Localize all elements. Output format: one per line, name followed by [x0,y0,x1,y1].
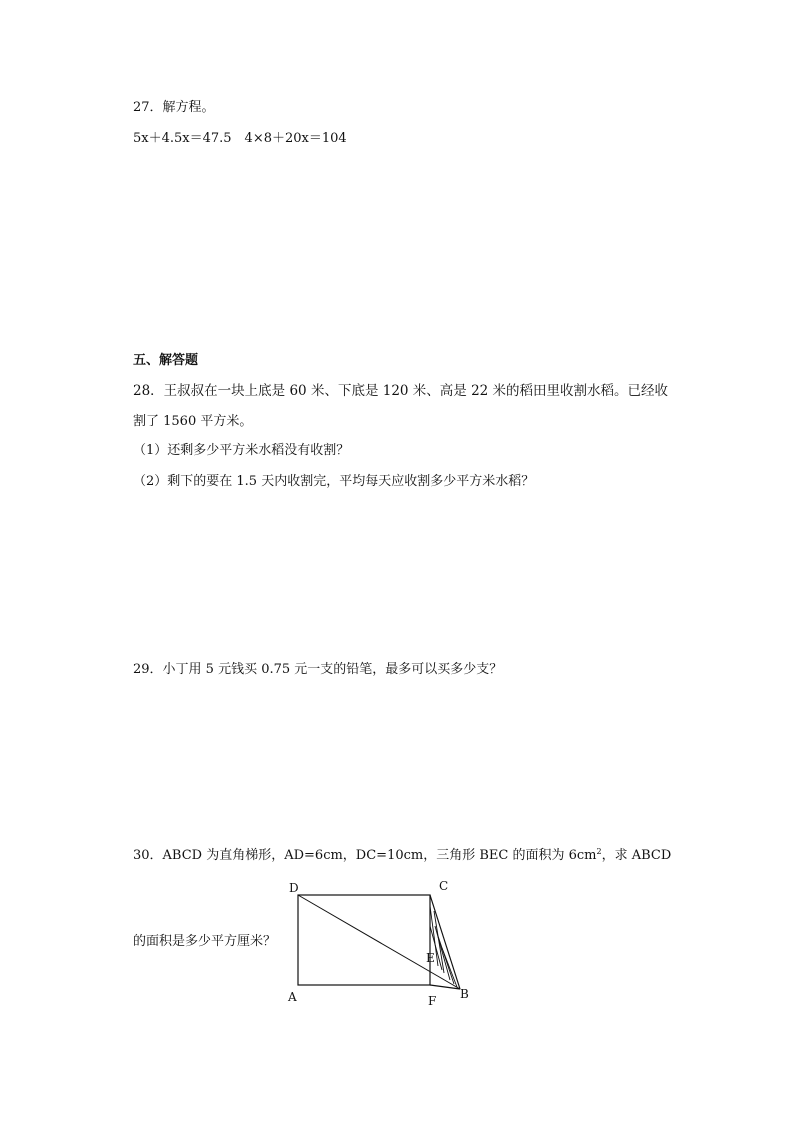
label-c: C [439,879,449,893]
q30-superscript: 2 [596,847,602,856]
q27-title: 27．解方程。 [133,100,215,115]
segment-fb [430,985,460,989]
q28-line1: 28．王叔叔在一块上底是 60 米、下底是 120 米、高是 22 米的稻田里收割水稻。已经收 [133,383,669,399]
q27-equations: 5x＋4.5x＝47.5 4×8＋20x＝104 [133,131,347,146]
label-b: B [460,987,469,1001]
q30-line1 [133,847,671,865]
q29-text: 29．小丁用 5 元钱买 0.75 元一支的铅笔，最多可以买多少支？ [133,662,503,677]
diagonal-db [298,895,460,989]
label-a: A [288,990,297,1004]
trapezoid-figure [280,876,480,1016]
label-d: D [289,881,299,895]
q30-line2: 的面积是多少平方厘米？ [133,934,277,949]
shaded-triangle-bec [430,906,457,987]
q28-sub1: （1）还剩多少平方米水稻没有收割？ [133,443,350,458]
q30-line1-part1: 30．ABCD 为直角梯形，AD=6cm，DC=10cm，三角形 BEC 的面积为 6cm [133,848,597,863]
q28-line2: 割了 1560 平方米。 [133,414,253,429]
section-heading: 五、解答题 [133,353,199,368]
label-e: E [426,951,435,965]
q28-sub2: （2）剩下的要在 1.5 天内收割完，平均每天应收割多少平方米水稻？ [133,474,535,489]
label-f: F [428,994,437,1008]
rectangle-adcf [298,895,430,985]
q30-line1-part2: ，求 ABCD [601,848,672,863]
